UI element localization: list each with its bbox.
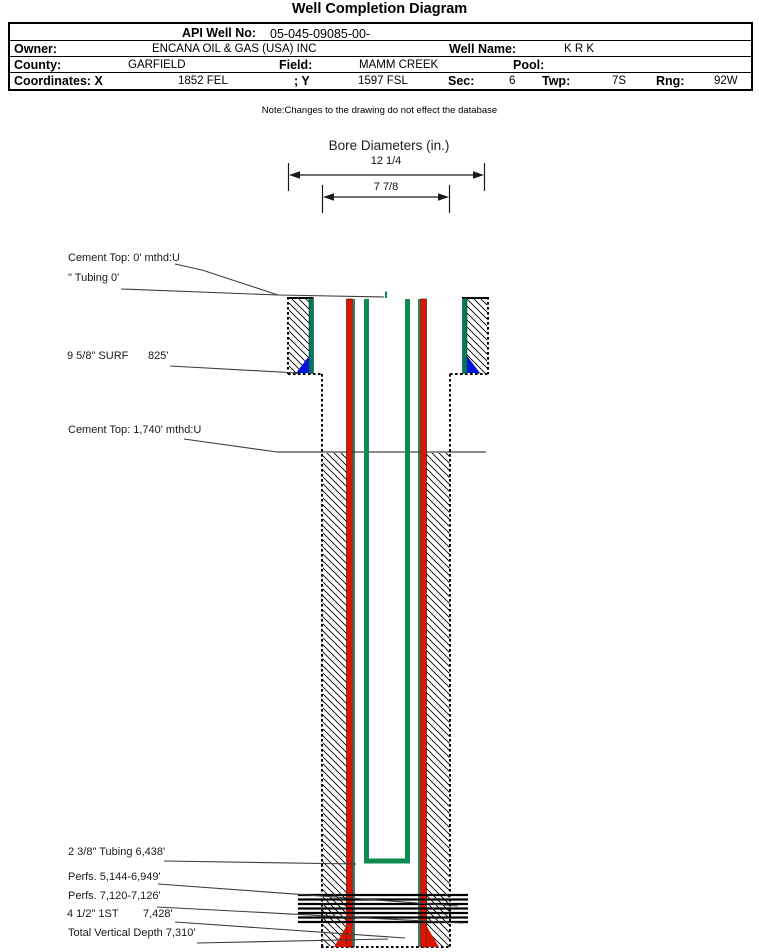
dimension-arrowheads xyxy=(289,171,484,200)
bore-diameters-title: Bore Diameters (in.) xyxy=(328,138,450,153)
surface-casing-left xyxy=(309,299,314,374)
cement-top-production-label: Cement Top: 1,740' mthd:U xyxy=(68,424,202,436)
coordinates-label: Coordinates: X xyxy=(14,74,103,88)
county-value: GARFIELD xyxy=(128,59,186,71)
owner-label: Owner: xyxy=(14,42,58,56)
borehole-wall-upper xyxy=(288,297,488,374)
pool-label: Pool: xyxy=(513,58,545,72)
leader-surface-casing xyxy=(170,366,298,373)
api-label: API Well No: xyxy=(182,26,257,40)
cement-top-surface-label: Cement Top: 0' mthd:U xyxy=(68,252,180,264)
sec-label: Sec: xyxy=(448,74,475,88)
twp-label: Twp: xyxy=(542,74,571,88)
dimension-lines xyxy=(289,163,485,213)
well-name-label: Well Name: xyxy=(449,42,517,56)
page-title: Well Completion Diagram xyxy=(291,1,468,17)
field-value: MAMM CREEK xyxy=(359,59,439,71)
sec-value: 6 xyxy=(509,75,516,87)
tubing-string xyxy=(367,299,408,861)
tubing-depth-label: 2 3/8" Tubing 6,438' xyxy=(68,846,166,858)
leader-cement-top-production xyxy=(184,439,277,452)
leader-tvd xyxy=(197,939,388,943)
coordinates-y-label: ; Y xyxy=(294,74,310,88)
leader-cement-top-surface xyxy=(175,264,278,295)
production-cement-right xyxy=(427,453,450,946)
twp-value: 7S xyxy=(612,75,627,87)
tvd-label: Total Vertical Depth 7,310' xyxy=(68,927,196,939)
database-note: Note:Changes to the drawing do not effect the database xyxy=(261,105,498,116)
surface-casing-label: 9 5/8" SURF xyxy=(67,350,129,362)
rng-label: Rng: xyxy=(656,74,685,88)
surface-casing-depth: 825' xyxy=(148,350,169,362)
leader-production-casing xyxy=(175,922,405,938)
api-value: 05-045-09085-00- xyxy=(270,27,371,41)
production-cement-left xyxy=(323,453,347,946)
perfs-lower-label: Perfs. 7,120-7,126' xyxy=(68,890,161,902)
county-label: County: xyxy=(14,58,62,72)
perforation-lines xyxy=(298,895,468,922)
perfs-upper-label: Perfs. 5,144-6,949' xyxy=(68,871,161,883)
coordinates-y-value: 1597 FSL xyxy=(358,75,408,87)
rng-value: 92W xyxy=(714,75,738,87)
outer-bore-diameter-label: 12 1/4 xyxy=(370,155,402,167)
production-casing-depth: 7,428' xyxy=(143,908,173,920)
coordinates-x-value: 1852 FEL xyxy=(178,75,228,87)
tubing-top-label: " Tubing 0' xyxy=(68,272,120,284)
leader-tubing-top xyxy=(121,289,384,297)
production-casing-label: 4 1/2" 1ST xyxy=(67,908,119,920)
well-name-value: K R K xyxy=(564,43,595,55)
production-casing-right xyxy=(421,299,427,947)
surface-casing-right xyxy=(463,299,468,374)
inner-bore-diameter-label: 7 7/8 xyxy=(373,181,399,193)
production-casing-left xyxy=(347,299,353,947)
owner-value: ENCANA OIL & GAS (USA) INC xyxy=(152,43,317,55)
field-label: Field: xyxy=(279,58,313,72)
